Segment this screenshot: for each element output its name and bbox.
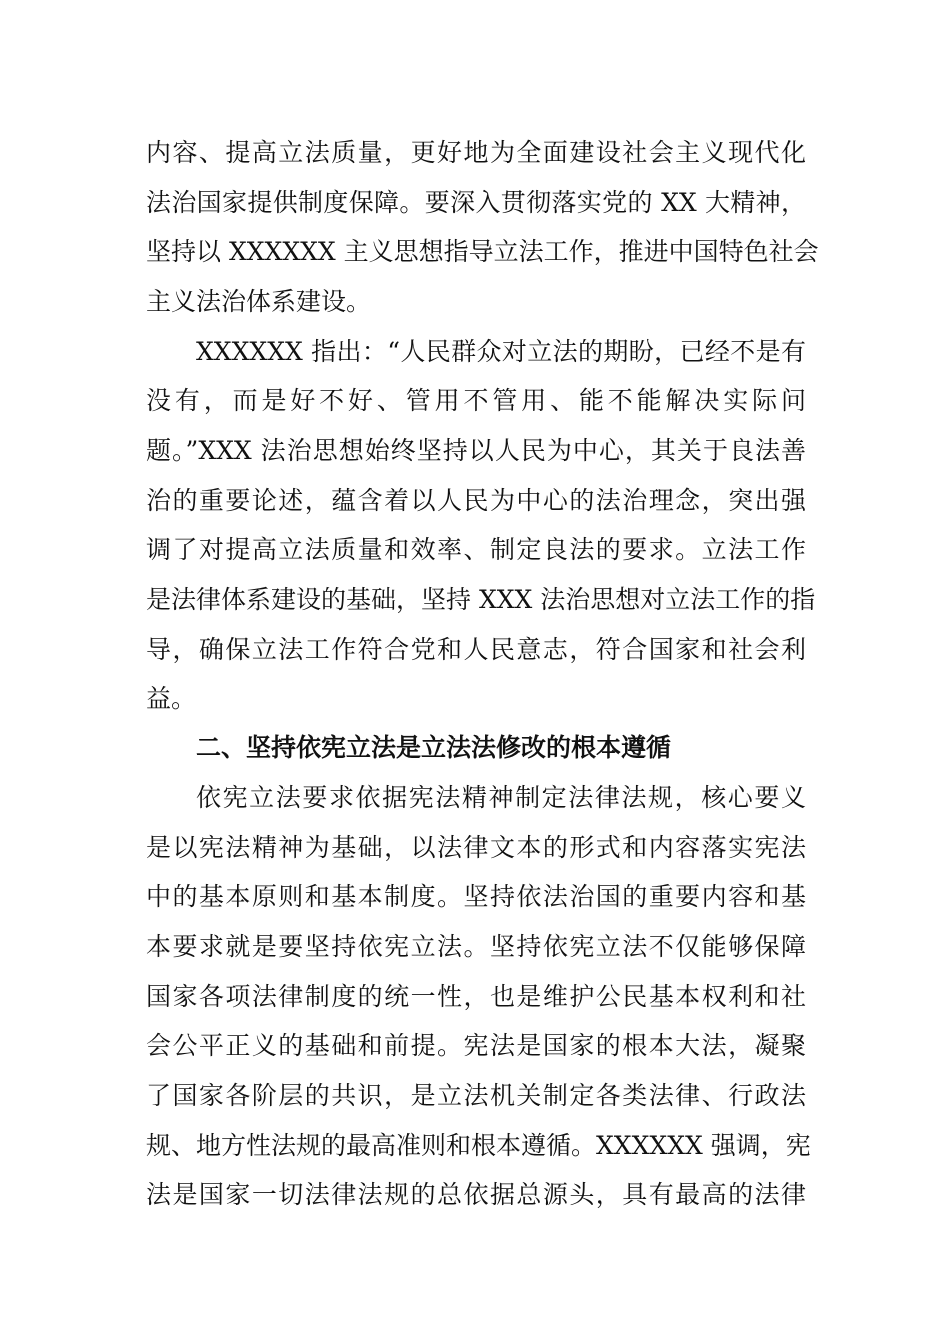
paragraph-1-line-4: 主义法治体系建设。 [146,287,372,316]
paragraph-2-line-5: 调了对提高立法质量和效率、制定良法的要求。立法工作 [146,535,806,564]
paragraph-1-line-2: 法治国家提供制度保障。要深入贯彻落实党的 XX 大精神， [146,188,806,217]
paragraph-2-line-3: 题。”XXX 法治思想始终坚持以人民为中心，其关于良法善 [146,436,806,465]
paragraph-3-line-8: 规、地方性法规的最高准则和根本遵循。XXXXXX 强调，宪 [146,1131,811,1160]
paragraph-2-line-6: 是法律体系建设的基础，坚持 XXX 法治思想对立法工作的指 [146,585,816,614]
paragraph-2-line-4: 治的重要论述，蕴含着以人民为中心的法治理念，突出强 [146,486,806,515]
paragraph-3-line-6: 会公平正义的基础和前提。宪法是国家的根本大法，凝聚 [146,1031,806,1060]
paragraph-1-line-1: 内容、提高立法质量，更好地为全面建设社会主义现代化 [146,138,806,167]
paragraph-2-line-8: 益。 [146,684,197,713]
paragraph-3-line-3: 中的基本原则和基本制度。坚持依法治国的重要内容和基 [146,882,806,911]
paragraph-3-line-1: 依宪立法要求依据宪法精神制定法律法规，核心要义 [196,783,806,812]
paragraph-3-line-7: 了国家各阶层的共识，是立法机关制定各类法律、行政法 [146,1081,806,1110]
paragraph-3-line-9: 法是国家一切法律法规的总依据总源头，具有最高的法律 [146,1180,806,1209]
paragraph-3-line-5: 国家各项法律制度的统一性，也是维护公民基本权利和社 [146,982,806,1011]
paragraph-2-line-7: 导，确保立法工作符合党和人民意志，符合国家和社会利 [146,635,806,664]
paragraph-1-line-3: 坚持以 XXXXXX 主义思想指导立法工作，推进中国特色社会 [146,237,819,266]
paragraph-2-line-1: XXXXXX 指出：“人民群众对立法的期盼，已经不是有 [196,337,806,366]
paragraph-3-line-2: 是以宪法精神为基础，以法律文本的形式和内容落实宪法 [146,833,806,862]
paragraph-2-line-2: 没有，而是好不好、管用不管用、能不能解决实际问 [146,386,806,415]
section-heading: 二、坚持依宪立法是立法法修改的根本遵循 [196,733,672,762]
paragraph-3-line-4: 本要求就是要坚持依宪立法。坚持依宪立法不仅能够保障 [146,932,806,961]
